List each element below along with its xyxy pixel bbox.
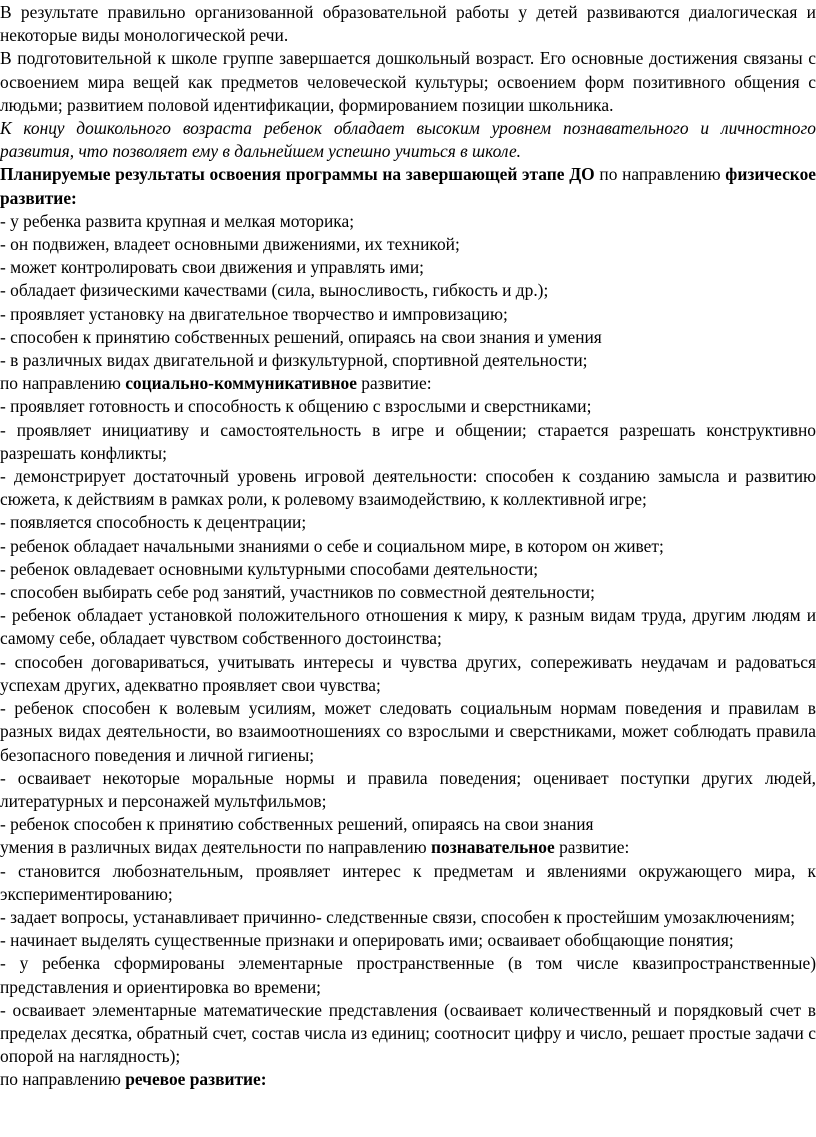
document-paragraph [0, 535, 816, 558]
document-paragraph [0, 697, 816, 767]
document-paragraph [0, 117, 816, 163]
text-run: по направлению [0, 1069, 126, 1090]
text-run: - осваивает некоторые моральные нормы и правила поведения; оценивает поступки других людей, литературных и персонажей мультфильмов; [0, 767, 816, 811]
document-paragraph [0, 47, 816, 117]
bold-text: Планируемые результаты освоения программы на завершающей этапе ДО [0, 164, 595, 185]
bold-text: речевое развитие: [125, 1069, 267, 1090]
text-run: развитие: [554, 837, 630, 858]
text-run: - ребенок способен к волевым усилиям, может следовать социальным нормам поведения и правилам в разных видах деятельности, во взаимоотношениях со взрослыми и сверстниками, может соблюдать правила безопасного поведения и личной гигиены; [0, 698, 816, 765]
document-paragraph [0, 326, 816, 349]
document-paragraph [0, 279, 816, 302]
text-run: - способен договариваться, учитывать интересы и чувства других, сопереживать неудачам и радоваться успехам других, адекватно проявляет свои чувства; [0, 651, 816, 695]
document-paragraph [0, 256, 816, 279]
document-paragraph [0, 303, 816, 326]
bold-text: познавательное [431, 837, 555, 858]
document-paragraph [0, 651, 816, 697]
text-run: умения в различных видах деятельности по направлению [0, 837, 431, 858]
document-paragraph [0, 813, 816, 836]
document-paragraph [0, 372, 816, 395]
document-paragraph [0, 210, 816, 233]
document-paragraph [0, 419, 816, 465]
document-paragraph [0, 511, 816, 534]
text-run: - способен к принятию собственных решений, опираясь на свои знания и умения [0, 326, 602, 347]
bold-text: физическое развитие: [0, 164, 816, 208]
text-run: - начинает выделять существенные признаки и оперировать ими; осваивает обобщающие понятия; [0, 930, 734, 951]
text-run: - осваивает элементарные математические представления (осваивает количественный и порядковый счет в пределах десятка, обратный счет, состав числа из единиц; соотносит цифру и число, решает простые задачи с опорой на наглядность); [0, 999, 816, 1067]
text-run: - проявляет инициативу и самостоятельность в игре и общении; старается разрешать конструктивно разрешать конфликты; [0, 419, 816, 463]
text-run: по направлению [0, 373, 126, 394]
document-paragraph [0, 999, 816, 1069]
document-paragraph [0, 929, 816, 952]
text-run: - ребенок способен к принятию собственных решений, опираясь на свои знания [0, 814, 594, 835]
text-run: В подготовительной к школе группе завершается дошкольный возраст. Его основные достижения связаны с освоением мира вещей как предметов человеческой культуры; освоением форм позитивного общения с людьми; развитием половой идентификации, формированием позиции школьника. [0, 48, 816, 115]
document-paragraph [0, 952, 816, 998]
text-run: - демонстрирует достаточный уровень игровой деятельности: способен к созданию замысла и развитию сюжета, к действиям в рамках роли, к ролевому взаимодействию, к коллективной игре; [0, 466, 816, 510]
document-paragraph [0, 860, 816, 906]
text-run: - в различных видах двигательной и физкультурной, спортивной деятельности; [0, 350, 588, 371]
text-run: - появляется способность к децентрации; [0, 512, 307, 533]
text-run: - ребенок обладает начальными знаниями о себе и социальном мире, в котором он живет; [0, 535, 664, 556]
text-run: - обладает физическими качествами (сила, выносливость, гибкость и др.); [0, 280, 549, 301]
document-paragraph [0, 1, 816, 47]
italic-text: К концу дошкольного возраста ребенок обладает высоким уровнем познавательного и личностного развития, что позволяет ему в дальнейшем успешно учиться в школе. [0, 118, 816, 162]
text-run: - у ребенка развита крупная и мелкая моторика; [0, 210, 355, 231]
document-paragraph [0, 604, 816, 650]
text-run: - может контролировать свои движения и управлять ими; [0, 257, 424, 278]
bold-text: социально-коммуникативное [125, 373, 357, 394]
document-paragraph [0, 163, 816, 209]
text-run: - проявляет готовность и способность к общению с взрослыми и сверстниками; [0, 396, 592, 417]
document-paragraph [0, 395, 816, 418]
text-run: - ребенок обладает установкой положительного отношения к миру, к разным видам труда, другим людям и самому себе, обладает чувством собственного достоинства; [0, 605, 816, 649]
text-run: - у ребенка сформированы элементарные пространственные (в том числе квазипространственные) представления и ориентировка во времени; [0, 953, 816, 997]
document-paragraph [0, 558, 816, 581]
text-run: по направлению [594, 164, 726, 185]
text-run: - ребенок овладевает основными культурными способами деятельности; [0, 558, 539, 579]
document-paragraph [0, 349, 816, 372]
text-run: - он подвижен, владеет основными движениями, их техникой; [0, 234, 460, 255]
text-run: - способен выбирать себе род занятий, участников по совместной деятельности; [0, 582, 595, 603]
text-run: - задает вопросы, устанавливает причинно- следственные связи, способен к простейшим умозаключениям; [0, 906, 795, 927]
text-run: - становится любознательным, проявляет интерес к предметам и явлениями окружающего мира, к экспериментированию; [0, 860, 816, 904]
text-run: развитие: [356, 373, 432, 394]
text-run: - проявляет установку на двигательное творчество и импровизацию; [0, 303, 508, 324]
document-paragraph [0, 767, 816, 813]
text-run: В результате правильно организованной образовательной работы у детей развиваются диалогическая и некоторые виды монологической речи. [0, 2, 816, 46]
document-paragraph [0, 1068, 816, 1091]
document-paragraph [0, 465, 816, 511]
document-paragraph [0, 233, 816, 256]
document-paragraph [0, 836, 816, 859]
document-paragraph [0, 581, 816, 604]
document-paragraph [0, 906, 816, 929]
